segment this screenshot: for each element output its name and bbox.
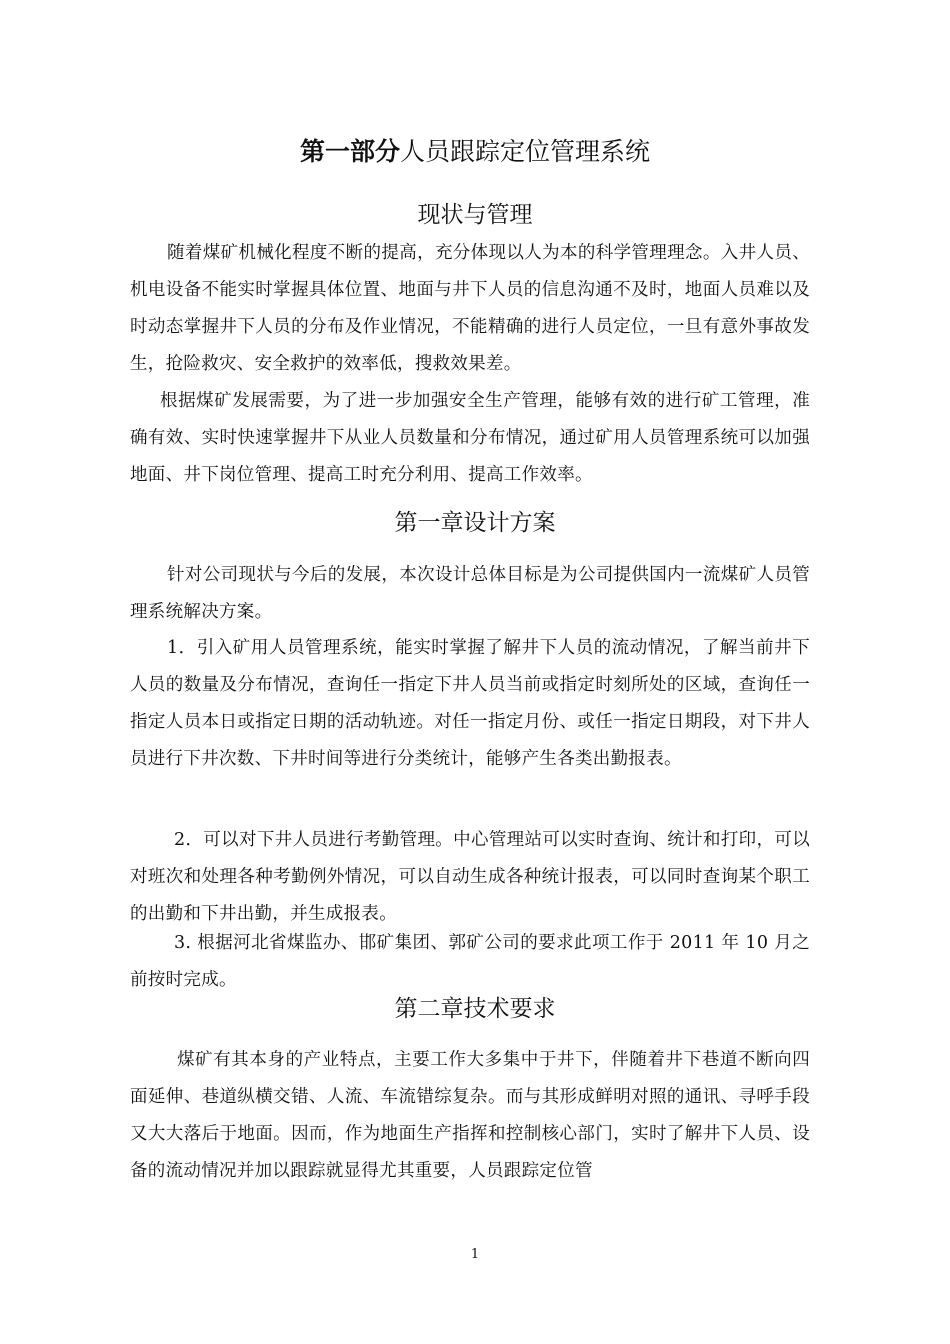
- section-heading-status: 现状与管理: [417, 202, 533, 228]
- page-title: [0, 134, 950, 170]
- paragraph: 根据煤矿发展需要，为了进一步加强安全生产管理，能够有效的进行矿工管理，准确有效、实时快速掌握井下从业人员数量和分布情况，通过矿用人员管理系统可以加强地面、井下岗位管理、提高工时充分利用、提高工作效率。: [130, 391, 810, 485]
- paragraph: 随着煤矿机械化程度不断的提高，充分体现以人为本的科学管理理念。入井人员、机电设备不能实时掌握具体位置、地面与井下人员的信息沟通不及时，地面人员难以及时动态掌握井下人员的分布及作业情况，不能精确的进行人员定位，一旦有意外事故发生，抢险救灾、安全救护的效率低，搜救效果差。: [130, 243, 810, 374]
- section-heading-tech: 第二章技术要求: [394, 996, 556, 1022]
- title-rest-part: 人员跟踪定位管理系统: [400, 137, 651, 166]
- paragraph: 煤矿有其本身的产业特点，主要工作大多集中于井下，伴随着井下巷道不断向四面延伸、巷道纵横交错、人流、车流错综复杂。而与其形成鲜明对照的通讯、寻呼手段又大大落后于地面。因而，作为地面生产指挥和控制核心部门，实时了解井下人员、设备的流动情况并加以跟踪就显得尤其重要，人员跟踪定位管: [130, 1050, 810, 1181]
- paragraph: 1．引入矿用人员管理系统，能实时掌握了解井下人员的流动情况，了解当前井下人员的数量及分布情况，查询任一指定下井人员当前或指定时刻所处的区域，查询任一指定人员本日或指定日期的活动轨迹。对任一指定月份、或任一指定日期段，对下井人员进行下井次数、下井时间等进行分类统计，能够产生各类出勤报表。: [130, 638, 810, 769]
- paragraph: 针对公司现状与今后的发展，本次设计总体目标是为公司提供国内一流煤矿人员管理系统解决方案。: [130, 565, 810, 622]
- page-number: 1: [470, 1247, 480, 1262]
- paragraph: 3. 根据河北省煤监办、邯矿集团、郭矿公司的要求此项工作于 2011 年 10 月之前按时完成。: [130, 933, 810, 990]
- paragraph: 2．可以对下井人员进行考勤管理。中心管理站可以实时查询、统计和打印，可以对班次和处理各种考勤例外情况，可以自动生成各种统计报表，可以同时查询某个职工的出勤和下井出勤，并生成报表。: [130, 830, 810, 924]
- title-bold-part: 第一部分: [299, 137, 400, 166]
- section-heading-design: 第一章设计方案: [394, 510, 556, 536]
